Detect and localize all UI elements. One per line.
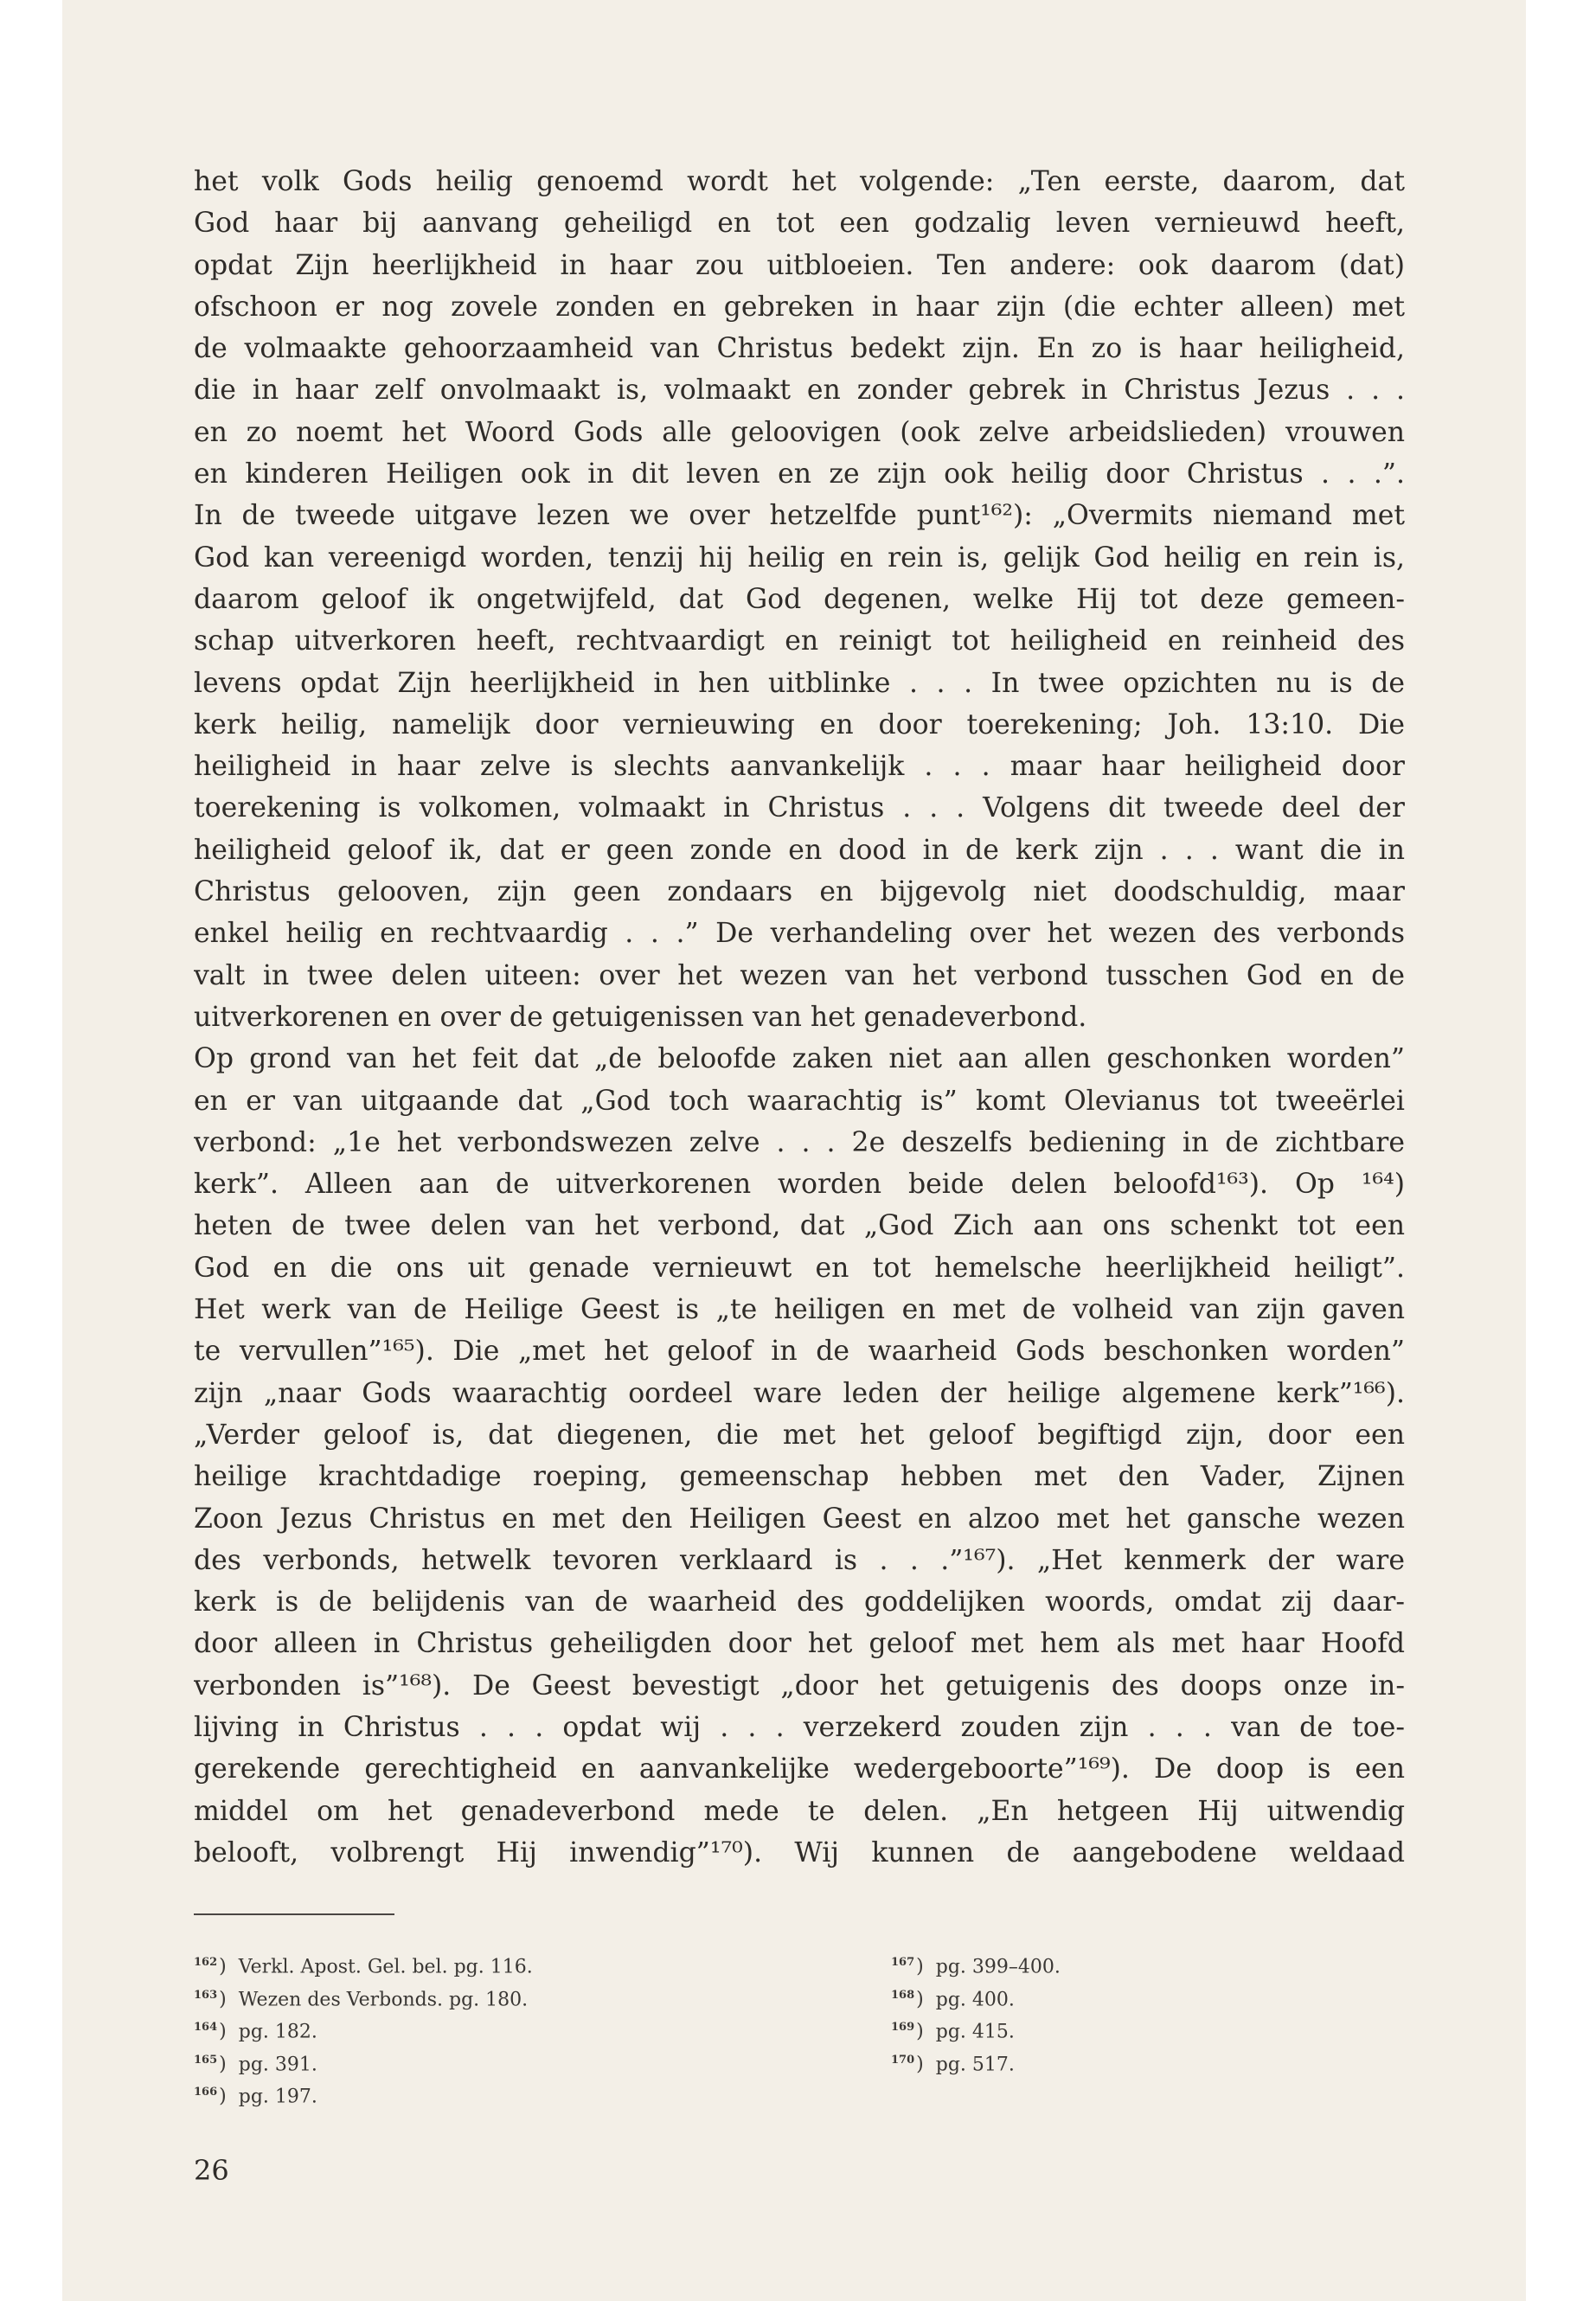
footnote-paren: ) [916,1956,924,1978]
footnote-text: pg. 400. [935,1988,1015,2010]
body-line: valt in twee delen uiteen: over het wezen van het verbond tusschen God en de [194,959,1405,991]
footnote-item [194,1979,533,2012]
body-line: heilige krachtdadige roeping, gemeenschap hebben met den Vader, Zijnen [194,1461,1405,1493]
footnote-item [891,2011,1061,2044]
body-line: heiligheid in haar zelve is slechts aanvankelijk . . . maar haar heiligheid door [194,751,1405,783]
body-line: des verbonds, hetwelk tevoren verklaard is . . .”¹⁶⁷). „Het kenmerk der ware [194,1544,1405,1576]
footnote-number: 167 [891,1956,915,1969]
footnote-paren: ) [219,2053,227,2075]
body-line: daarom geloof ik ongetwijfeld, dat God degenen, welke Hij tot deze gemeen- [194,583,1405,615]
footnote-number: 166 [194,2086,218,2099]
footnote-rule [194,1913,394,1915]
body-line: die in haar zelf onvolmaakt is, volmaakt en zonder gebrek in Christus Jezus . . . [194,375,1405,407]
body-line: en zo noemt het Woord Gods alle geloovigen (ook zelve arbeidslieden) vrouwen [194,416,1405,448]
body-line: door alleen in Christus geheiligden door het geloof met hem als met haar Hoofd [194,1628,1405,1660]
footnote-paren: ) [916,2053,924,2075]
body-line: „Verder geloof is, dat diegenen, die met het geloof begiftigd zijn, door een [194,1419,1405,1451]
book-page [62,0,1526,2301]
footnote-paren: ) [219,1988,227,2010]
body-line: opdat Zijn heerlijkheid in haar zou uitbloeien. Ten andere: ook daarom (dat) [194,249,1405,281]
footnote-number: 168 [891,1988,915,2002]
body-line: toerekening is volkomen, volmaakt in Christus . . . Volgens dit tweede deel der [194,792,1405,824]
footnote-text: Verkl. Apost. Gel. bel. pg. 116. [238,1956,533,1978]
footnotes-left-column [194,1946,533,2109]
footnote-paren: ) [916,1988,924,2010]
body-line: uitverkorenen en over de getuigenissen van het genadeverbond. [194,1001,1087,1033]
footnote-item [194,2076,533,2109]
body-line: Op grond van het feit dat „de beloofde zaken niet aan allen geschonken worden” [194,1043,1405,1075]
footnote-text: pg. 399–400. [935,1956,1061,1978]
body-line: Het werk van de Heilige Geest is „te heiligen en met de volheid van zijn gaven [194,1294,1405,1326]
body-line: kerk”. Alleen aan de uitverkorenen worden beide delen beloofd¹⁶³). Op ¹⁶⁴) [194,1169,1405,1201]
body-line: ofschoon er nog zovele zonden en gebreken in haar zijn (die echter alleen) met [194,291,1405,323]
body-line: heten de twee delen van het verbond, dat „God Zich aan ons schenkt tot een [194,1210,1405,1242]
body-line: en kinderen Heiligen ook in dit leven en ze zijn ook heilig door Christus . . .”. [194,458,1405,490]
body-line: schap uitverkoren heeft, rechtvaardigt en reinigt tot heiligheid en reinheid des [194,625,1405,657]
footnote-text: pg. 182. [238,2021,317,2043]
body-line: verbonden is”¹⁶⁸). De Geest bevestigt „door het getuigenis des doops onze in- [194,1670,1405,1702]
body-line: en er van uitgaande dat „God toch waarachtig is” komt Olevianus tot tweeërlei [194,1085,1405,1117]
footnote-item [194,2011,533,2044]
footnote-number: 162 [194,1956,218,1969]
footnote-item [891,2044,1061,2077]
body-line: levens opdat Zijn heerlijkheid in hen uitblinke . . . In twee opzichten nu is de [194,667,1405,699]
footnote-number: 165 [194,2053,218,2067]
footnote-number: 163 [194,1988,218,2002]
footnotes-right-column [891,1946,1061,2076]
footnote-text: Wezen des Verbonds. pg. 180. [238,1988,529,2010]
footnote-text: pg. 197. [238,2086,317,2108]
footnote-number: 170 [891,2053,915,2067]
footnote-text: pg. 517. [935,2053,1015,2075]
body-line: lijving in Christus . . . opdat wij . . . verzekerd zouden zijn . . . van de toe- [194,1711,1405,1743]
body-line: verbond: „1e het verbondswezen zelve . . . 2e deszelfs bediening in de zichtbare [194,1126,1405,1158]
page-number: 26 [194,2154,229,2187]
body-line: kerk is de belijdenis van de waarheid des goddelijken woords, omdat zij daar- [194,1586,1405,1618]
body-line: In de tweede uitgave lezen we over hetzelfde punt¹⁶²): „Overmits niemand met [194,500,1405,532]
body-line: Zoon Jezus Christus en met den Heiligen Geest en alzoo met het gansche wezen [194,1503,1405,1535]
footnote-paren: ) [916,2021,924,2043]
body-text [194,161,1405,1874]
body-line: Christus gelooven, zijn geen zondaars en bijgevolg niet doodschuldig, maar [194,876,1405,908]
footnote-item [891,1946,1061,1979]
footnote-paren: ) [219,2086,227,2108]
body-line: God haar bij aanvang geheiligd en tot een godzalig leven vernieuwd heeft, [194,208,1405,240]
body-line: enkel heilig en rechtvaardig . . .” De verhandeling over het wezen des verbonds [194,918,1405,950]
body-line: middel om het genadeverbond mede te delen. „En hetgeen Hij uitwendig [194,1795,1405,1827]
body-line: heiligheid geloof ik, dat er geen zonde en dood in de kerk zijn . . . want die in [194,834,1405,866]
body-line: het volk Gods heilig genoemd wordt het volgende: „Ten eerste, daarom, dat [194,166,1405,197]
body-line: zijn „naar Gods waarachtig oordeel ware leden der heilige algemene kerk”¹⁶⁶). [194,1377,1405,1409]
body-line: kerk heilig, namelijk door vernieuwing en door toerekening; Joh. 13:10. Die [194,708,1405,740]
footnote-item [194,2044,533,2077]
footnote-number: 169 [891,2021,915,2034]
body-line: gerekende gerechtigheid en aanvankelijke wedergeboorte”¹⁶⁹). De doop is een [194,1753,1405,1785]
footnote-text: pg. 391. [238,2053,317,2075]
footnote-item [891,1979,1061,2012]
body-line: God kan vereenigd worden, tenzij hij heilig en rein is, gelijk God heilig en rein is, [194,542,1405,574]
body-line: de volmaakte gehoorzaamheid van Christus bedekt zijn. En zo is haar heiligheid, [194,333,1405,365]
footnote-number: 164 [194,2021,218,2034]
footnote-text: pg. 415. [935,2021,1015,2043]
footnote-paren: ) [219,1956,227,1978]
body-line: te vervullen”¹⁶⁵). Die „met het geloof in de waarheid Gods beschonken worden” [194,1336,1405,1368]
body-line: God en die ons uit genade vernieuwt en tot hemelsche heerlijkheid heiligt”. [194,1252,1405,1284]
footnote-paren: ) [219,2021,227,2043]
body-line: belooft, volbrengt Hij inwendig”¹⁷⁰). Wij kunnen de aangebodene weldaad [194,1836,1405,1868]
footnote-item [194,1946,533,1979]
